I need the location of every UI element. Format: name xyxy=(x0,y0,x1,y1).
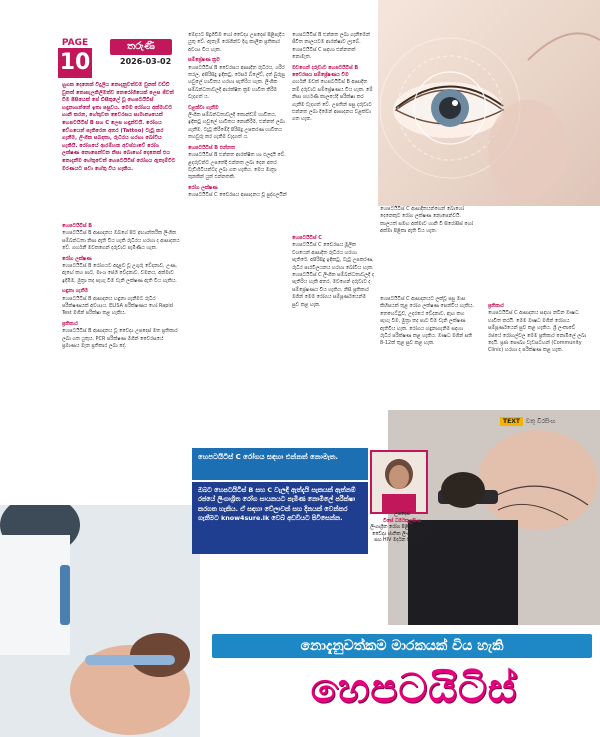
section-heading: මවගෙන් දරුවාට හෙපටයිටිස් B වෛරසය සම්ප්‍රේෂණය වීම xyxy=(292,64,359,79)
info-box-body: ඔබට හෙපටයිටිස් B සහ C වැලඳී ඇත්දැයි සැකයක් ඇත්නම් රජයේ ලිංගාශ්‍රිත රෝග සායනයට පැමිණ නොමිලේ පරීක්ෂා කරගත හැකිය. ඒ සඳහා වේලාවක් සහ දිනයක් වෙන්කර ගැනීමට know4sure.lk වෙබ් අඩවියට පිවිසෙන්න. xyxy=(192,482,368,554)
section-heading: හෙපටයිටිස් B xyxy=(62,223,92,229)
page-label: PAGE xyxy=(61,38,89,48)
byline-tag: TEXT xyxy=(500,417,523,426)
expert-name: විසේ ධර්මකුලසිංහ xyxy=(383,518,421,524)
section-paragraph: හෙපටයිටිස් C ආසාදිතයන්ගෙන් බොහෝ දෙනෙකුට රෝග ලක්ෂණ නොපෙන්වයි. කාලයත් සමඟ අක්මාව හානි වී සිරෝසිස් හෝ අක්මා පිළිකා ඇති විය හැක. xyxy=(380,206,474,235)
section-heading: වළක්වා ගැනීම xyxy=(188,104,219,111)
section-paragraph: හෙපටයිටිස් B එන්නත ආරක්ෂිත හා ඵලදායී වේ. ළදරුවන්ට උපතේදී එන්නත ලබා දෙන අතර වැඩිහිටියන්ටද ලබා ගත හැකිය. මෙය මාත්‍රා තුනකින් යුත් එන්නතකි. xyxy=(188,152,286,181)
section-heading: රෝග ලක්ෂණ xyxy=(62,255,92,262)
eye-illustration xyxy=(378,0,600,206)
issue-date: 2026-03-02 xyxy=(120,57,172,66)
expert-caption xyxy=(370,512,434,545)
section-paragraph: හෙපටයිටිස් B ආසාදනය හඳුනා ගැනීමට රුධිර පරීක්ෂණයක් අවශ්‍යය. ELISA පරීක්ෂණය හෝ Rapid Test මගින් පරීක්ෂා කළ හැකිය. xyxy=(62,295,173,317)
column-4b xyxy=(380,296,475,411)
column-3b xyxy=(292,232,374,462)
column-5 xyxy=(488,300,588,412)
expert-role: ලිංගාශ්‍රිත රෝග පිළිබඳ විශේෂඥ වෛද්‍ය ජාතික ලිංගාශ්‍රිත රෝග සහ HIV මර්දන වැඩසටහන xyxy=(370,525,434,544)
section-paragraph: හෙපටයිටිස් B රෝගයට අදාළව වූ උගුරු වේදනාව, උණ, ඇඟේ කහ පාට, මාංශ පේශි වේදනාව, වමනය, අක්මාව ඉදිමීම, මුත්‍රා තද පැහැ වීම වැනි ලක්ෂණ ඇති විය හැකිය. xyxy=(62,263,177,284)
section-heading: ප්‍රතිකාර xyxy=(488,303,504,309)
expert-title: උපදෙස් xyxy=(394,512,410,517)
column-4 xyxy=(380,206,475,296)
section-heading: හඳුනා ගැනීම xyxy=(62,288,88,295)
info-box xyxy=(192,448,368,550)
byline-author: චතු විරසිංහ xyxy=(525,417,556,425)
doctor-patient-illustration xyxy=(0,505,200,737)
expert-portrait xyxy=(370,450,428,514)
page-title: හෙපටයිටිස් xyxy=(310,666,518,711)
section-paragraph: හෙපටයිටිස් B වෛරසය ආසාදිත රුධිරය, ශරීර තරල, අපිරිසිදු ඉඳිකටු, රේසර් බ්ලේඩ්, දත් බුරුසු හවුලේ භාවිතය හරහා පැතිරිය හැක. ලිංගික සම්බන්ධතාවලදී ආරක්ෂිත ක්‍රම භාවිත කිරීම වැදගත් ය. xyxy=(188,64,285,101)
section-paragraph: ගර්භනී මවක් හෙපටයිටිස් B ආසාදිත නම් දරුවාට සම්ප්‍රේෂණය විය හැක. මේ නිසා ගර්භණී කාලයේදී පරීක්ෂා කර ගැනීම වැදගත් වේ. උපතින් පසු දරුවාට එන්නත ලබා දීමෙන් ආසාදනය වළක්වා ගත හැක. xyxy=(292,79,373,123)
section-heading: ප්‍රතිකාර xyxy=(62,320,78,327)
column-1 xyxy=(62,220,180,512)
dental-photo xyxy=(0,505,200,737)
section-paragraph: හෙපටයිටිස් B එන්නත ලබා ගැනීමෙන් ජීවිත කාලයටම ආරක්ෂාව ලැබේ. හෙපටයිටිස් C සඳහා එන්නතක් නොමැත. xyxy=(292,32,370,61)
section-heading: හෙපටයිටිස් C xyxy=(292,235,322,241)
section-paragraph: මේදයට පිදුගිවීම හෝ වෛද්‍ය උපදෙස් පිළිපැදිය යුතු වේ. ඇතැම් රෝගීන්ට දිගු කාලීන ප්‍රතිකාර අවශ්‍ය විය හැක. xyxy=(188,32,285,53)
info-box-head: හෙපටයිටිස් C රෝගය සඳහා එන්නත් නොමැත. xyxy=(192,448,368,480)
section-paragraph: හෙපටයිටිස් B ආසාදනය ඔබගේ පිට අභ්‍යන්තරීක ලිංගික සම්බන්ධතා නිසා ඇති විය හැකි රුධිරය හරහා ද ආසාදනය වේ. ගර්භනී මවකගෙන් දරුවාට පැමිණිය හැක. xyxy=(62,230,180,252)
expert-avatar xyxy=(372,452,426,512)
section-paragraph: හෙපටයිටිස් C ආසාදනය සඳහා නවීන ඖෂධ භාවිත කරයි. මෙම ඖෂධ මගින් රෝගය සම්පූර්ණයෙන් සුව කළ හැකිය. ශ්‍රී ලංකාවේ රජයේ රෝහල්වල මෙම ප්‍රතිකාර නොමිලේ ලබා දෙයි. ප්‍රජා සෞඛ්‍ය වැඩසටහන් (Community Clinic) හරහා ද පරීක්ෂණ කළ හැක. xyxy=(488,310,587,354)
section-paragraph: හෙපටයිටිස් C වෛරසය ආසාදනය වූ පුද්ගලයින් xyxy=(188,192,287,199)
eye-photo xyxy=(378,0,600,206)
section-paragraph: හෙපටයිටිස් B ආසාදනය වූ වෛද්‍ය උපදෙස් මත ප්‍රතිකාර ලබා ගත යුතුය. PCR පරීක්ෂණ මගින් වෛරසයේ ප්‍රමාණය මැන ප්‍රතිකාර ලබා දේ. xyxy=(62,328,178,350)
section-paragraph: හෙපටයිටිස් C ආසාදනයට ලක්වූ පසු මාස කිහිපයක් තුළ රෝග ලක්ෂණ පෙන්විය හැකිය. තෙහෙට්ටුව, උදරයේ වේදනාව, ඇඟ කහ පැහැ වීම, මුත්‍රා තද පාට වීම වැනි ලක්ෂණ ඇතිවිය හැක. රෝගය හඳුනාගැනීම සඳහා රුධිර පරීක්ෂණ කළ හැකිය. ඖෂධ මගින් සති 8-12ක් තුළ සුව කළ හැක. xyxy=(380,296,474,347)
section-paragraph: ලිංගික සම්බන්ධතාවලදී කොන්ඩම් භාවිතය, ඉඳිකටු හවුලේ භාවිතය නොකිරීම, එන්නත් ලබා ගැනීම, ටැටූ කිරීමේදී පිරිසිදු උපකරණ භාවිතය තහවුරු කර ගැනීම වැදගත් ය. xyxy=(188,112,285,141)
section-heading: රෝග ලක්ෂණ xyxy=(188,184,218,191)
headline-banner: නොදැනුවත්කම මාරකයක් විය හැකි xyxy=(212,634,592,658)
section-heading: සම්ප්‍රේෂණ ක්‍රම xyxy=(188,57,220,64)
column-2 xyxy=(188,32,288,462)
section-paragraph: හෙපටයිටිස් C වෛරසය මූලික වශයෙන් ආසාදිත රුධිරය හරහා පැතිරේ. අපිරිසිදු ඉඳිකටු, ටැටූ උපකරණ, රුධිර පාරවිලයනය හරහා බෝවිය හැක. හෙපටයිටිස් C ලිංගික සම්බන්ධතාවලදී ද පැතිරිය හැකි අතර, මවගෙන් දරුවාට ද සම්ප්‍රේෂණය විය හැකිය. නිසි ප්‍රතිකාර මගින් මෙම රෝගය සම්පූර්ණයෙන්ම සුව කළ හැක. xyxy=(292,242,374,308)
intro-text: හුගක දෙනෙක් විදුලිය නොදැනුවත්වම වුනත් වඩ්ඩි වුනත් නොසැලකිලිමත්ව නෙරෝගියෙක් ලෙස ජීවත් වීම පීසියෙක් සේ ඩිසීකුලේ වූ හෙපටයිටිස් හඳුනාගන්නේ ඉතා පසුවය. මෙම රෝගය අක්මාවට හානි කරන, හේතුවන වෛරසය සාමාන්‍යයෙන් හෙපටයිටිස් B සහ C ලෙස හඳුන්වයි. රෝගය වේගයෙන් පැතිරෙන අතර (Tattoo) ටැටූ කර ගැනීම, ලිංගික සබඳතා, රුධිරය හරහා බෝවිය හැකියි. රෝගයේ ආරම්භක අවස්ථාවේ රෝග ලක්ෂණ නොපෙන්වන නිසා බොහෝ දෙනෙක් එය නොදැනීම හේතුවෙන් හෙපටයිටිස් රෝගය ඇතැම්විට මරණයට පවා හේතු විය හැකිය. xyxy=(62,82,176,172)
page-number: 10 xyxy=(58,48,92,78)
section-heading: හෙපටයිටිස් B එන්නත xyxy=(188,144,235,151)
byline xyxy=(500,417,556,426)
brand-badge: තරුණී xyxy=(110,39,172,55)
